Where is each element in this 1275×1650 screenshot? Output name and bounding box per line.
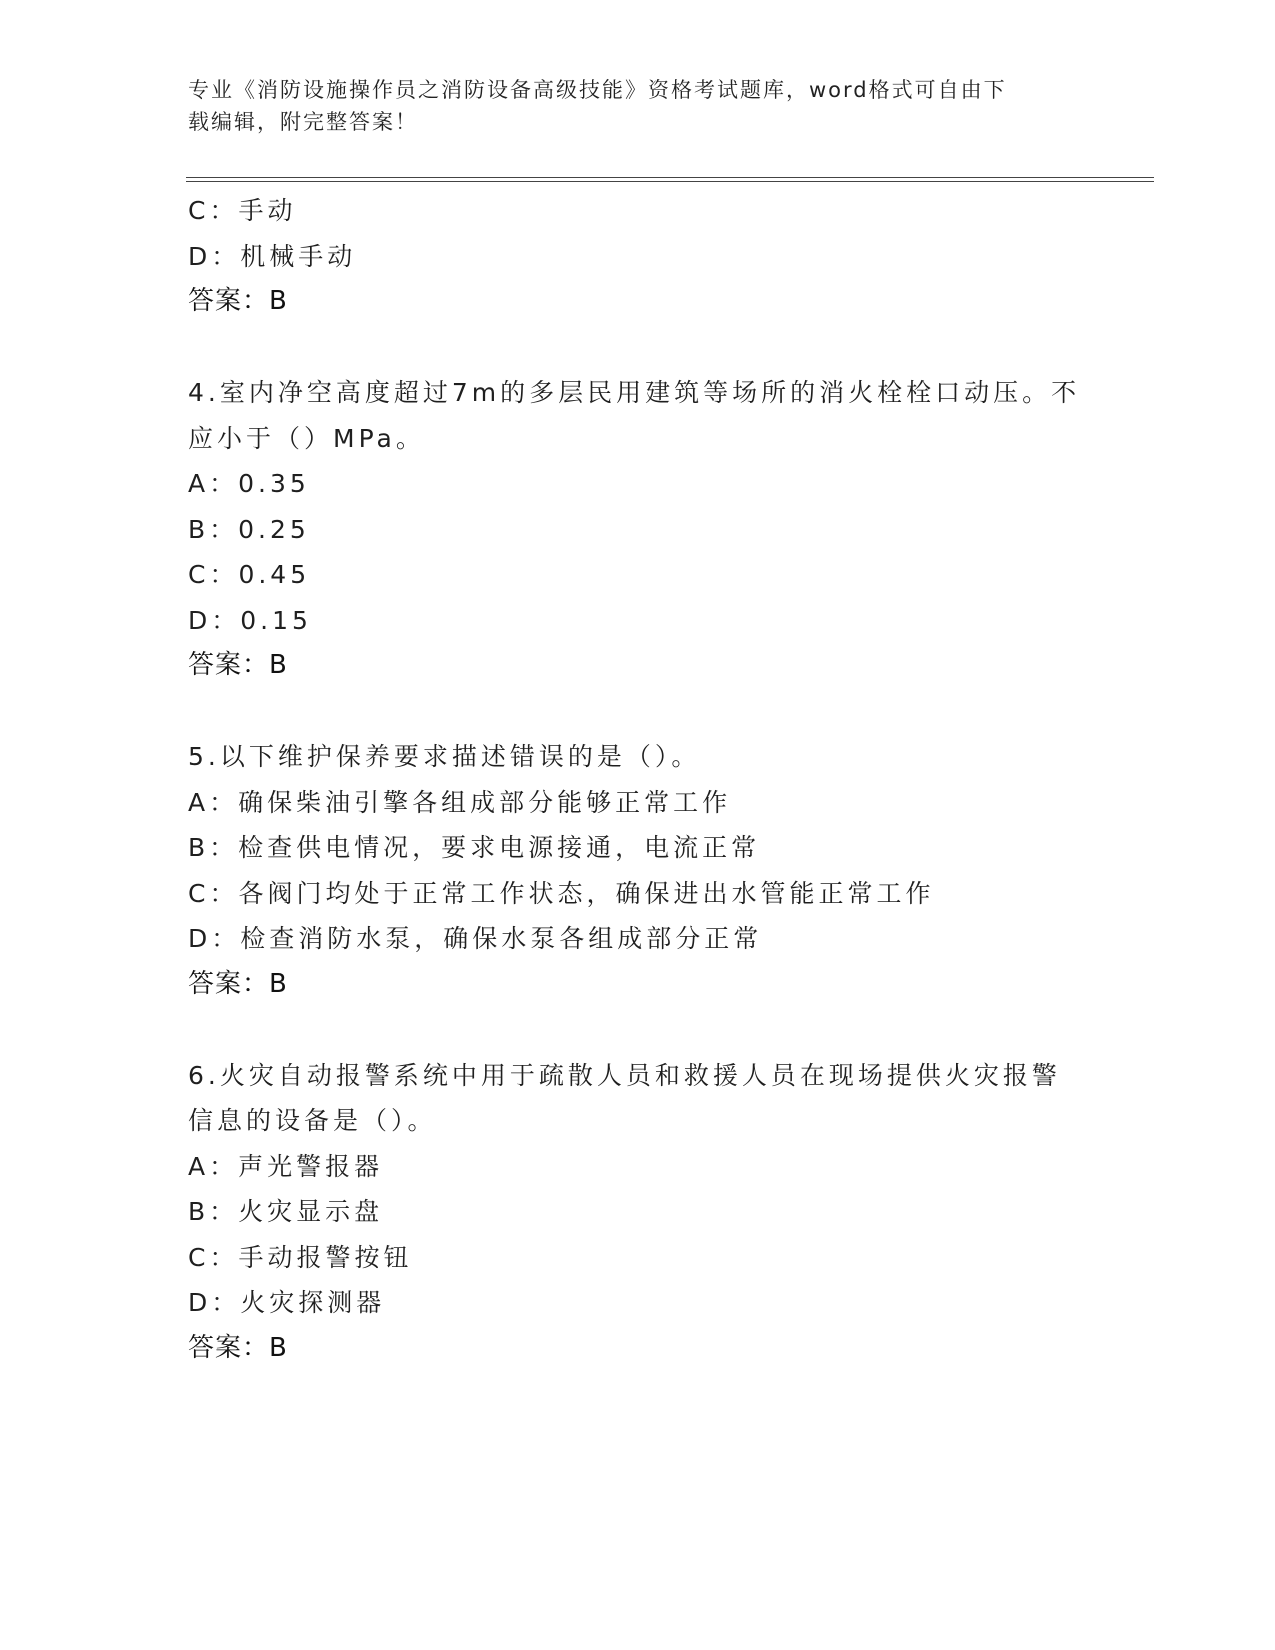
question-stem-continued: 信息的设备是（）。 — [188, 1106, 437, 1135]
spacer — [188, 689, 1088, 735]
question-stem: 4.室内净空高度超过7m的多层民用建筑等场所的消火栓栓口动压。不 — [188, 378, 1081, 407]
question-4 — [188, 370, 1088, 689]
option-c: C：手动 — [188, 196, 297, 225]
question-6 — [188, 1053, 1088, 1372]
question-stem-continued: 应小于（）MPa。 — [188, 423, 425, 453]
header-line-1: 专业《消防设施操作员之消防设备高级技能》资格考试题库，word格式可自由下 — [188, 78, 1007, 102]
option-d: D：机械手动 — [188, 241, 357, 271]
question-list — [188, 188, 1088, 1371]
question-3-partial — [188, 188, 1088, 325]
answer-line: 答案：B — [188, 968, 288, 999]
answer-line: 答案：B — [188, 1332, 288, 1363]
option-d: D：检查消防水泵，确保水泵各组成部分正常 — [188, 924, 763, 953]
option-a: A：声光警报器 — [188, 1151, 384, 1181]
option-d: D：火灾探测器 — [188, 1288, 386, 1317]
header-divider-bottom — [186, 181, 1154, 182]
question-stem: 6.火灾自动报警系统中用于疏散人员和救援人员在现场提供火灾报警 — [188, 1060, 1061, 1090]
question-5 — [188, 734, 1088, 1007]
option-b: B：0.25 — [188, 514, 310, 544]
header-line-2: 载编辑，附完整答案！ — [188, 110, 418, 134]
option-d: D：0.15 — [188, 605, 312, 635]
option-c: C：0.45 — [188, 560, 311, 589]
answer-line: 答案：B — [188, 286, 288, 316]
option-b: B：火灾显示盘 — [188, 1197, 384, 1226]
option-c: C：手动报警按钮 — [188, 1242, 413, 1272]
option-c: C：各阀门均处于正常工作状态，确保进出水管能正常工作 — [188, 878, 935, 908]
question-stem: 5.以下维护保养要求描述错误的是（）。 — [188, 742, 701, 771]
option-a: A：0.35 — [188, 469, 310, 498]
spacer — [188, 325, 1088, 371]
header-divider-top — [186, 177, 1154, 178]
option-a: A：确保柴油引擎各组成部分能够正常工作 — [188, 787, 732, 817]
option-b: B：检查供电情况，要求电源接通，电流正常 — [188, 833, 761, 862]
page-header — [188, 74, 1078, 138]
answer-line: 答案：B — [188, 650, 288, 680]
spacer — [188, 1007, 1088, 1053]
